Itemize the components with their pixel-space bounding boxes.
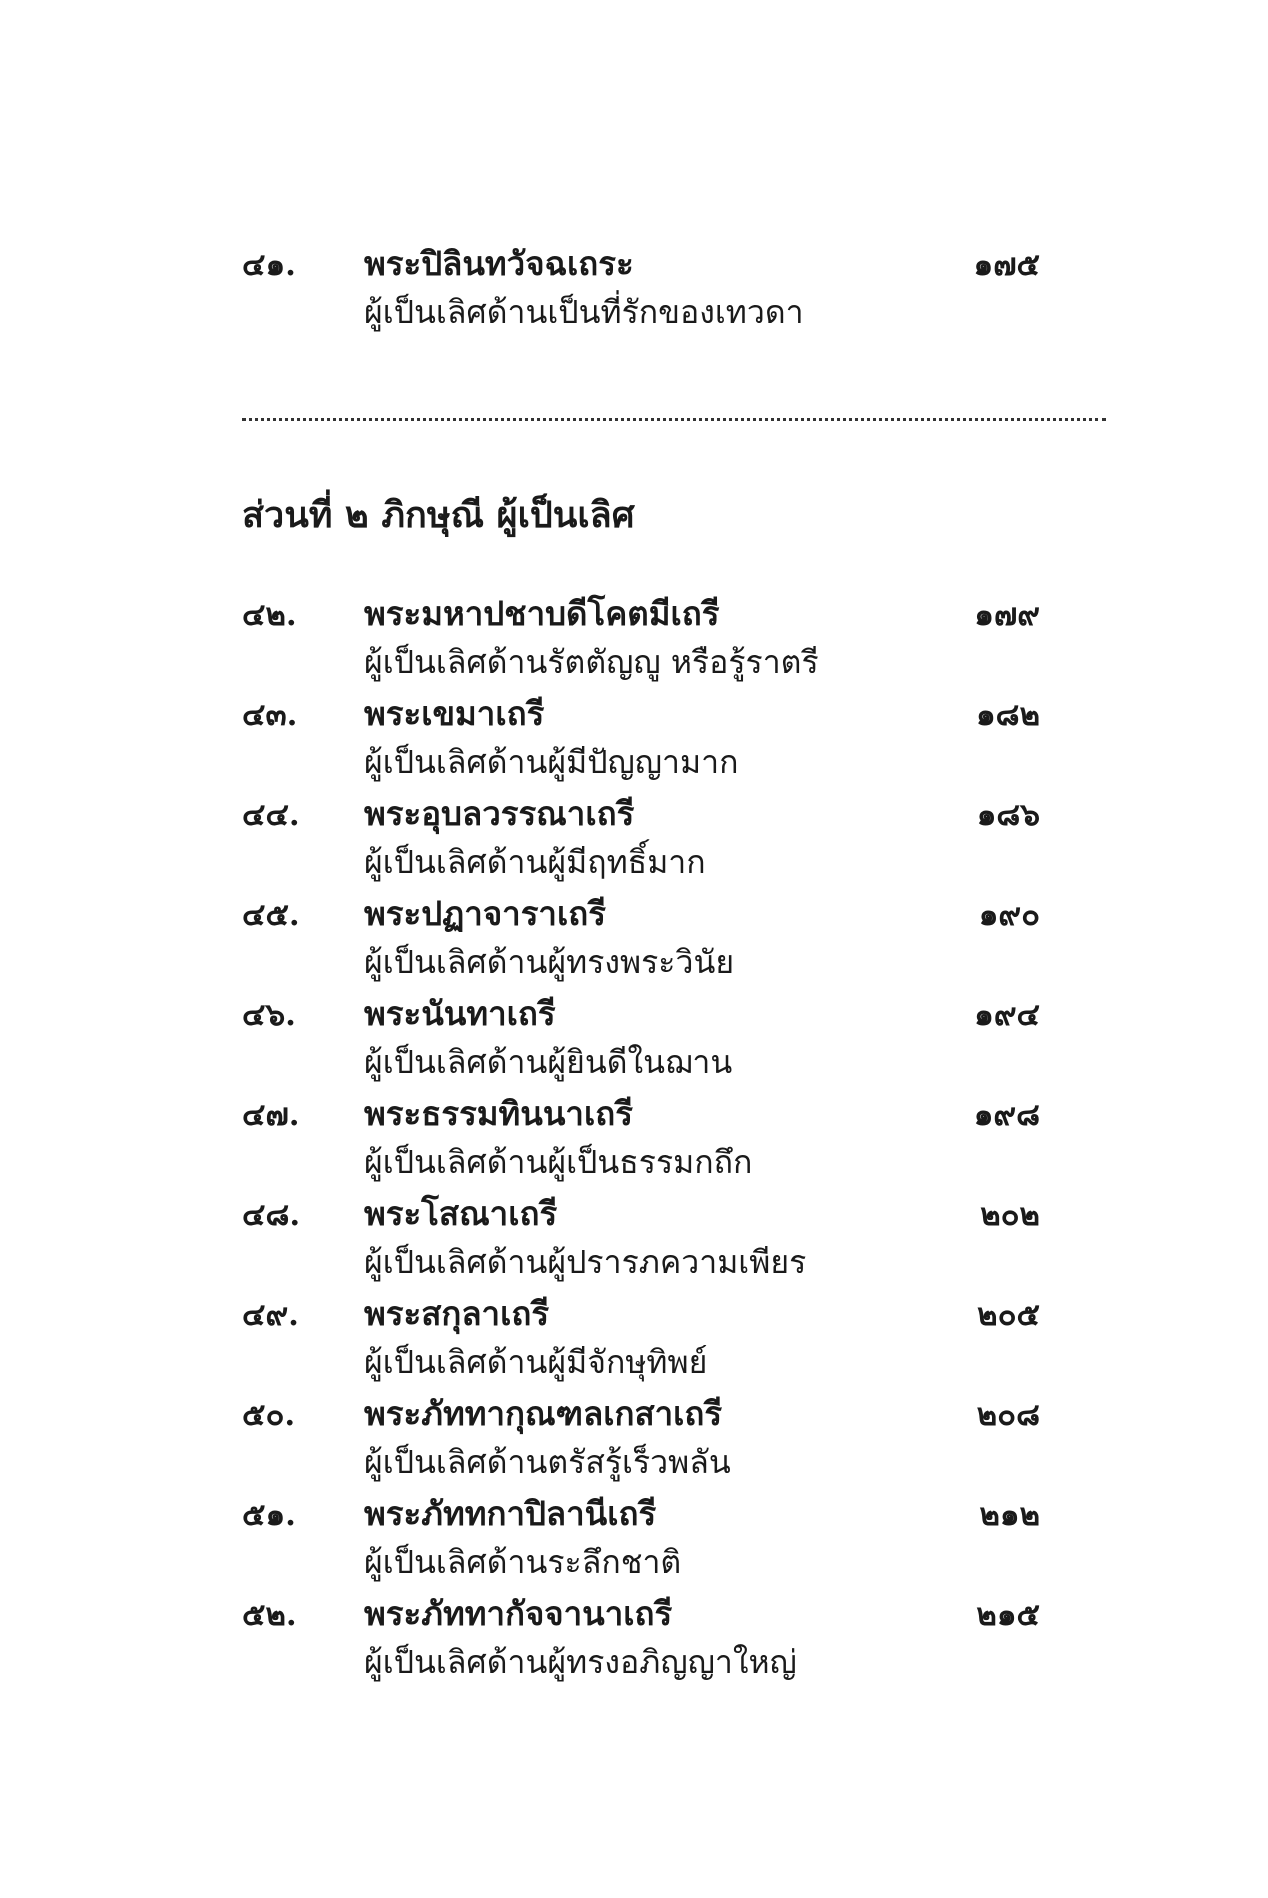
toc-entry bbox=[242, 587, 1040, 687]
entry-page-number: ๑๘๒ bbox=[975, 697, 1040, 733]
entry-page-number: ๑๙๐ bbox=[978, 897, 1040, 933]
entry-number: ๔๕. bbox=[242, 897, 300, 933]
toc-entry bbox=[242, 1087, 1040, 1187]
entry-description: ผู้เป็นเลิศด้านตรัสรู้เร็วพลัน bbox=[364, 1443, 731, 1481]
entry-number: ๔๑. bbox=[242, 247, 296, 283]
entry-title: พระภัททากัจจานาเถรี bbox=[364, 1594, 673, 1633]
entry-description: ผู้เป็นเลิศด้านรัตตัญญู หรือรู้ราตรี bbox=[364, 643, 819, 681]
entry-title: พระปิลินทวัจฉเถระ bbox=[364, 244, 634, 283]
section-heading: ส่วนที่ ๒ ภิกษุณี ผู้เป็นเลิศ bbox=[242, 494, 635, 536]
toc-entry bbox=[242, 987, 1040, 1087]
entry-title: พระอุบลวรรณาเถรี bbox=[364, 794, 635, 833]
entry-title: พระธรรมทินนาเถรี bbox=[364, 1094, 633, 1133]
entry-description: ผู้เป็นเลิศด้านเป็นที่รักของเทวดา bbox=[364, 293, 804, 331]
entry-description: ผู้เป็นเลิศด้านผู้ยินดีในฌาน bbox=[364, 1043, 733, 1081]
entry-title: พระสกุลาเถรี bbox=[364, 1294, 550, 1333]
entry-description: ผู้เป็นเลิศด้านผู้ปรารภความเพียร bbox=[364, 1243, 807, 1281]
entry-number: ๔๓. bbox=[242, 697, 298, 733]
entry-page-number: ๑๙๘ bbox=[973, 1097, 1040, 1133]
entry-page-number: ๑๙๔ bbox=[974, 997, 1040, 1033]
entry-number: ๔๙. bbox=[242, 1297, 299, 1333]
toc-entry bbox=[242, 887, 1040, 987]
entry-number: ๔๒. bbox=[242, 597, 297, 633]
entry-page-number: ๑๗๙ bbox=[974, 597, 1040, 633]
entry-page-number: ๒๐๘ bbox=[976, 1397, 1040, 1433]
entry-description: ผู้เป็นเลิศด้านผู้ทรงอภิญญาใหญ่ bbox=[364, 1643, 797, 1681]
entry-title: พระปฏาจาราเถรี bbox=[364, 894, 606, 933]
entry-description: ผู้เป็นเลิศด้านผู้มีฤทธิ์มาก bbox=[364, 843, 706, 881]
entry-page-number: ๑๘๖ bbox=[976, 797, 1040, 833]
entry-page-number: ๒๐๒ bbox=[980, 1197, 1040, 1233]
entry-title: พระนันทาเถรี bbox=[364, 994, 556, 1033]
toc-entry bbox=[242, 1187, 1040, 1287]
entry-number: ๕๑. bbox=[242, 1497, 296, 1533]
toc-entry-list bbox=[242, 587, 1040, 1687]
entry-page-number: ๒๐๕ bbox=[977, 1297, 1040, 1333]
entry-description: ผู้เป็นเลิศด้านผู้มีจักษุทิพย์ bbox=[364, 1343, 708, 1381]
entry-description: ผู้เป็นเลิศด้านผู้มีปัญญามาก bbox=[364, 743, 739, 781]
entry-page-number: ๑๗๕ bbox=[973, 247, 1040, 283]
toc-entry bbox=[242, 1287, 1040, 1387]
entry-number: ๔๗. bbox=[242, 1097, 300, 1133]
entry-number: ๔๘. bbox=[242, 1197, 301, 1233]
entry-title: พระภัททกาปิลานีเถรี bbox=[364, 1494, 657, 1533]
entry-number: ๕๒. bbox=[242, 1597, 297, 1633]
entry-title: พระเขมาเถรี bbox=[364, 694, 545, 733]
entry-title: พระโสณาเถรี bbox=[364, 1194, 558, 1233]
dotted-divider bbox=[242, 418, 1106, 421]
toc-entry bbox=[242, 787, 1040, 887]
entry-description: ผู้เป็นเลิศด้านผู้ทรงพระวินัย bbox=[364, 943, 735, 981]
entry-description: ผู้เป็นเลิศด้านระลึกชาติ bbox=[364, 1543, 682, 1581]
entry-title: พระมหาปชาบดีโคตมีเถรี bbox=[364, 594, 720, 633]
toc-entry-header bbox=[242, 237, 1040, 287]
entry-title: พระภัททากุณฑลเกสาเถรี bbox=[364, 1394, 723, 1433]
entry-number: ๔๖. bbox=[242, 997, 296, 1033]
entry-page-number: ๒๑๕ bbox=[976, 1597, 1040, 1633]
entry-description: ผู้เป็นเลิศด้านผู้เป็นธรรมกถึก bbox=[364, 1143, 753, 1181]
entry-number: ๕๐. bbox=[242, 1397, 296, 1433]
entry-number: ๔๔. bbox=[242, 797, 300, 833]
entry-page-number: ๒๑๒ bbox=[979, 1497, 1040, 1533]
toc-entry bbox=[242, 237, 1040, 337]
toc-entry bbox=[242, 1387, 1040, 1487]
toc-entry bbox=[242, 1587, 1040, 1687]
toc-entry bbox=[242, 687, 1040, 787]
toc-entry bbox=[242, 1487, 1040, 1587]
